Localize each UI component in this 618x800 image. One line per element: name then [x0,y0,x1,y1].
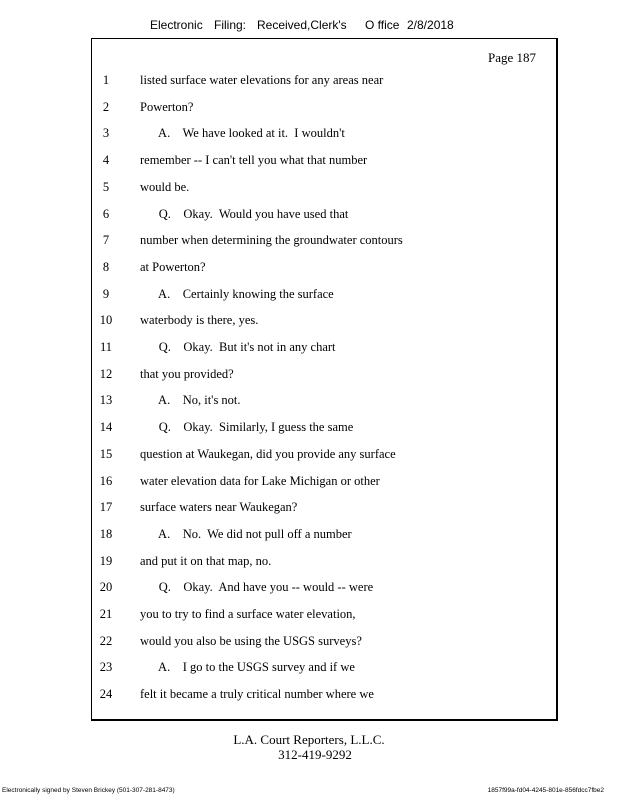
transcript-line [0,153,618,171]
transcript-line [0,313,618,331]
transcript-line [0,500,618,518]
line-text: Q. Okay. Would you have used that [140,206,349,221]
line-number: 18 [99,526,113,541]
line-text: at Powerton? [140,259,206,274]
transcript-line [0,554,618,572]
line-text: would be. [140,179,190,194]
line-number: 9 [102,286,110,301]
line-text: you to try to find a surface water elevation, [140,607,356,621]
line-text: remember -- I can't tell you what that number [140,153,368,168]
line-text: felt it became a truly critical number where we [140,687,374,702]
header-received: Received,Clerk's [257,18,347,32]
transcript-line [0,607,618,625]
line-number: 12 [99,366,113,381]
line-number: 10 [99,313,113,328]
transcript-line [0,447,618,465]
line-text: A. We have looked at it. I wouldn't [140,126,345,141]
transcript-line [0,126,618,144]
line-number: 20 [99,580,113,595]
line-text: A. No, it's not. [140,393,241,408]
line-number: 21 [99,607,113,621]
line-text: question at Waukegan, did you provide any surface [140,446,396,461]
header-electronic: Electronic [150,18,203,32]
line-text: would you also be using the USGS surveys? [140,633,362,648]
line-number: 2 [102,99,110,114]
line-number: 14 [99,420,113,435]
footer-company: L.A. Court Reporters, L.L.C. [233,732,385,747]
page-number: Page 187 [487,50,536,65]
transcript-line [0,420,618,438]
transcript-line [0,393,618,411]
line-number: 13 [99,393,113,408]
header-office: O ffice [365,18,400,32]
transcript-line [0,260,618,278]
line-text: waterbody is there, yes. [140,313,259,328]
line-number: 7 [102,233,110,248]
line-text: A. No. We did not pull off a number [140,526,352,541]
transcript-line [0,180,618,198]
filing-stamp-header [0,18,618,36]
line-number: 16 [99,473,113,488]
transcript-line [0,687,618,705]
line-text: surface waters near Waukegan? [140,500,298,515]
transcript-line [0,340,618,358]
line-number: 24 [99,687,113,702]
line-number: 15 [99,446,113,461]
transcript-line [0,580,618,598]
line-number: 17 [99,500,113,515]
line-number: 11 [99,340,113,354]
transcript-line [0,367,618,385]
line-text: Q. Okay. But it's not in any chart [140,340,336,354]
line-number: 8 [102,259,110,274]
transcript-line [0,100,618,118]
line-text: Powerton? [140,99,194,114]
line-text: water elevation data for Lake Michigan or other [140,473,380,488]
line-text: A. Certainly knowing the surface [140,286,334,301]
electronic-signature: Electronically signed by Steven Brickey (501-307-281-8473) [2,787,175,794]
line-text: A. I go to the USGS survey and if we [140,660,355,675]
header-filing: Filing: [214,18,247,32]
line-number: 22 [99,633,113,648]
line-number: 6 [102,206,110,221]
header-date: 2/8/2018 [407,18,454,32]
transcript-line [0,233,618,251]
line-number: 4 [102,153,110,168]
document-hash: 1857f99a-fd04-4245-801e-856fdcc7fbe2 [487,787,604,794]
footer-phone-wrap [0,747,618,763]
footer-phone: 312-419-9292 [278,747,352,762]
transcript-line [0,207,618,225]
line-text: Q. Okay. And have you -- would -- were [140,580,374,595]
line-number: 23 [99,660,113,675]
line-text: and put it on that map, no. [140,553,272,568]
line-text: Q. Okay. Similarly, I guess the same [140,420,354,435]
line-text: number when determining the groundwater contours [140,233,403,248]
transcript-line [0,660,618,678]
transcript-line [0,634,618,652]
transcript-line [0,287,618,305]
line-number: 1 [102,73,110,87]
line-text: listed surface water elevations for any areas near [140,73,384,87]
line-number: 19 [99,553,113,568]
transcript-line [0,73,618,91]
line-number: 3 [102,126,110,141]
transcript-line [0,474,618,492]
line-number: 5 [102,179,110,194]
transcript-line [0,527,618,545]
line-text: that you provided? [140,366,234,381]
